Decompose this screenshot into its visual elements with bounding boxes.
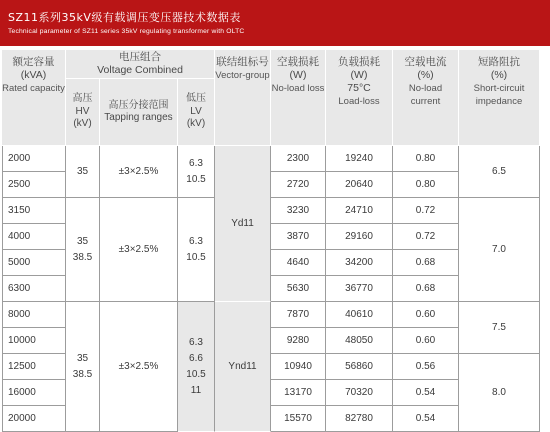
header-rated-capacity-unit: (kVA) [20, 69, 47, 81]
spec-table [2, 50, 540, 432]
header-no-load-loss-en: No-load loss [271, 83, 325, 94]
spec-table-wrapper [2, 50, 540, 432]
header-no-load-current-unit: (%) [417, 69, 434, 81]
capacity-cell: 4000 [2, 224, 66, 250]
no-load-current-cell: 0.68 [393, 250, 459, 276]
lv-value: 6.3 [189, 235, 203, 247]
header-impedance-unit: (%) [490, 69, 508, 81]
no-load-current-cell: 0.54 [393, 406, 459, 432]
lv-value: 6.3 [189, 157, 203, 169]
header-hv [66, 79, 100, 146]
load-loss-cell: 20640 [326, 172, 393, 198]
capacity-cell: 10000 [2, 328, 66, 354]
capacity-cell: 3150 [2, 198, 66, 224]
capacity-cell: 8000 [2, 302, 66, 328]
tapping-cell: ±3×2.5% [100, 302, 178, 432]
header-tapping [100, 79, 178, 146]
vector-group-cell: Ynd11 [215, 302, 271, 432]
hv-value: 35 [76, 235, 89, 247]
header-no-load-current [393, 50, 459, 146]
no-load-loss-cell: 10940 [271, 354, 326, 380]
header-rated-capacity-en: Rated capacity [2, 83, 65, 94]
no-load-current-cell: 0.80 [393, 146, 459, 172]
hv-value: 38.5 [72, 251, 93, 263]
capacity-cell: 12500 [2, 354, 66, 380]
header-no-load-loss [271, 50, 326, 146]
header-voltage-combined-en: Voltage Combined [97, 64, 183, 76]
load-loss-cell: 56860 [326, 354, 393, 380]
no-load-current-cell: 0.80 [393, 172, 459, 198]
hv-value: 38.5 [72, 368, 93, 380]
no-load-loss-cell: 2300 [271, 146, 326, 172]
load-loss-cell: 70320 [326, 380, 393, 406]
capacity-cell: 2000 [2, 146, 66, 172]
header-hv-zh: 高压 [72, 93, 93, 105]
table-row [2, 146, 540, 172]
hv-cell: 35 [66, 146, 100, 198]
capacity-cell: 2500 [2, 172, 66, 198]
hv-value: 35 [76, 352, 89, 364]
header-impedance-en: Short-circuit impedance [473, 83, 525, 107]
header-load-loss-en: Load-loss [338, 96, 380, 107]
table-subtitle: Technical parameter of SZ11 series 35kV regulating transformer with OLTC [8, 28, 245, 35]
header-tapping-zh: 高压分接范围 [108, 99, 169, 111]
vector-group-cell: Yd11 [215, 146, 271, 302]
capacity-cell: 6300 [2, 276, 66, 302]
no-load-current-cell: 0.68 [393, 276, 459, 302]
header-vector-group-zh: 联结组标号 [216, 56, 269, 68]
header-rated-capacity-zh: 额定容量 [12, 56, 55, 68]
lv-cell [178, 146, 215, 198]
tapping-cell: ±3×2.5% [100, 198, 178, 302]
title-banner [0, 0, 550, 46]
header-no-load-loss-unit: (W) [289, 69, 307, 81]
header-hv-unit: (kV) [73, 118, 92, 130]
header-impedance [459, 50, 540, 146]
load-loss-cell: 40610 [326, 302, 393, 328]
no-load-loss-cell: 4640 [271, 250, 326, 276]
tapping-cell: ±3×2.5% [100, 146, 178, 198]
lv-value: 11 [190, 384, 202, 396]
impedance-cell: 8.0 [459, 354, 540, 432]
no-load-current-cell: 0.60 [393, 328, 459, 354]
lv-value: 6.6 [189, 352, 203, 364]
no-load-loss-cell: 2720 [271, 172, 326, 198]
header-voltage-combined [66, 50, 215, 79]
header-lv-zh: 低压 [186, 93, 206, 105]
header-tapping-en: Tapping ranges [104, 112, 173, 123]
lv-value: 10.5 [186, 173, 206, 185]
impedance-cell: 7.5 [459, 302, 540, 354]
load-loss-cell: 24710 [326, 198, 393, 224]
load-loss-cell: 82780 [326, 406, 393, 432]
header-vector-group [215, 50, 271, 146]
header-load-loss-temp: 75°C [347, 82, 371, 94]
header-voltage-combined-zh: 电压组合 [119, 51, 161, 63]
header-load-loss [326, 50, 393, 146]
load-loss-cell: 48050 [326, 328, 393, 354]
header-no-load-current-zh: 空载电流 [404, 56, 447, 68]
table-row [2, 198, 540, 224]
header-load-loss-zh: 负载损耗 [338, 56, 380, 68]
header-vector-group-en: Vector-group [215, 70, 270, 81]
table-row [2, 302, 540, 328]
no-load-loss-cell: 5630 [271, 276, 326, 302]
no-load-loss-cell: 3230 [271, 198, 326, 224]
hv-cell [66, 302, 100, 432]
no-load-loss-cell: 7870 [271, 302, 326, 328]
no-load-loss-cell: 15570 [271, 406, 326, 432]
impedance-cell: 7.0 [459, 198, 540, 302]
header-load-loss-unit: (W) [350, 69, 368, 81]
header-no-load-loss-zh: 空载损耗 [277, 56, 319, 68]
load-loss-cell: 29160 [326, 224, 393, 250]
no-load-current-cell: 0.56 [393, 354, 459, 380]
lv-cell [178, 302, 215, 432]
capacity-cell: 16000 [2, 380, 66, 406]
no-load-current-cell: 0.60 [393, 302, 459, 328]
capacity-cell: 5000 [2, 250, 66, 276]
lv-value: 6.3 [189, 336, 203, 348]
table-title: SZ11系列35kV级有载调压变压器技术数据表 [8, 11, 241, 24]
header-lv-en: LV [190, 105, 202, 117]
no-load-loss-cell: 3870 [271, 224, 326, 250]
header-no-load-current-en: No-load current [408, 83, 443, 107]
lv-cell [178, 198, 215, 302]
no-load-current-cell: 0.54 [393, 380, 459, 406]
capacity-cell: 20000 [2, 406, 66, 432]
no-load-current-cell: 0.72 [393, 224, 459, 250]
header-lv-unit: (kV) [186, 118, 206, 130]
no-load-loss-cell: 13170 [271, 380, 326, 406]
header-impedance-zh: 短路阻抗 [478, 56, 520, 68]
load-loss-cell: 19240 [326, 146, 393, 172]
lv-value: 10.5 [186, 251, 206, 263]
header-hv-en: HV [75, 105, 90, 117]
header-rated-capacity [2, 50, 66, 146]
no-load-loss-cell: 9280 [271, 328, 326, 354]
hv-cell [66, 198, 100, 302]
no-load-current-cell: 0.72 [393, 198, 459, 224]
load-loss-cell: 34200 [326, 250, 393, 276]
lv-value: 10.5 [186, 368, 206, 380]
load-loss-cell: 36770 [326, 276, 393, 302]
impedance-cell: 6.5 [459, 146, 540, 198]
header-lv [178, 79, 215, 146]
